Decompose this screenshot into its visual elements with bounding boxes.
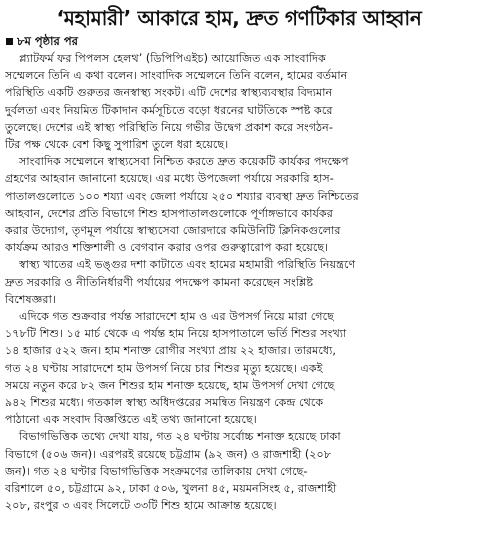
paragraph-line: বিশেষজ্ঞরা। — [5, 292, 56, 306]
paragraph-line: সময়ে নতুন করে ৮২ জন শিশুর হাম শনাক্ত হয়েছে, হাম উপসর্গ দেখা গেছে — [5, 378, 335, 392]
paragraph-line: করার উদ্যোগ, তৃণমূল পর্যায়ে স্বাস্থ্যসেবা জোরদারে কমিউনিটি ক্লিনিকগুলোর — [5, 224, 341, 238]
paragraph-line: দ্রুত সরকারি ও নীতিনির্ধারণী পর্যায়ের পদক্ষেপ কামনা করেছেন সংশ্লিষ্ট — [5, 275, 314, 289]
paragraph-line: তুলেছে। দেশের এই স্বাস্থ্য পরিস্থিতি নিয়ে গভীর উদ্বেগ প্রকাশ করে সংগঠন- — [5, 120, 333, 134]
paragraph-5 — [5, 428, 473, 514]
paragraph-line: স্বাস্থ্য খাতের এই ভঙ্গুর দশা কাটাতে এবং হামের মহামারী পরিস্থিতি নিয়ন্ত্রণে — [19, 258, 356, 272]
paragraph-2 — [5, 153, 473, 256]
paragraph-line: কার্যক্রম আরও শক্তিশালী ও বেগবান করার ওপর গুরুত্বারোপ করা হয়েছে। — [5, 241, 329, 255]
paragraph-line: ১৭৮টি শিশু। ১৫ মার্চ থেকে এ পর্যন্ত হাম নিয়ে হাসপাতালে ভর্তি শিশুর সংখ্যা — [5, 327, 347, 341]
paragraph-line: সাংবাদিক সম্মেলনে স্বাস্থ্যসেবা নিশ্চিত করতে দ্রুত কয়েকটি কার্যকর পদক্ষেপ — [19, 155, 349, 169]
paragraph-line: প্ল্যাটফর্ম ফর পিপলস হেলথ’ (ডিপিপিএইচ) আয়োজিত এক সাংবাদিক — [19, 52, 326, 65]
paragraph-line: পাতালগুলোতে ১০০ শয্যা এবং জেলা পর্যায়ে ২৫০ শয্যার ব্যবস্থা দ্রুত নিশ্চিতের — [5, 189, 359, 203]
paragraph-line: গ্রহণের আহবান জানানো হয়েছে। এর মধ্যে উপজেলা পর্যায়ে সরকারি হাস- — [5, 172, 334, 186]
paragraph-line: ৯৪২ শিশুর মধ্যে। গতকাল স্বাস্থ্য অধিদপ্তরের সমন্বিত নিয়ন্ত্রণ কেন্দ্র থেকে — [5, 396, 324, 410]
paragraph-4 — [5, 308, 473, 428]
paragraph-1 — [5, 50, 473, 153]
paragraph-line: বিভাগভিত্তিক তথ্যে দেখা যায়, গত ২৪ ঘণ্টায় সর্বোচ্চ শনাক্ত হয়েছে ঢাকা — [19, 430, 341, 444]
continued-from-label: ৮ম পৃষ্ঠার পর — [17, 34, 78, 48]
paragraph-line: টির পক্ষ থেকে বেশ কিছু সুপারিশ তুলে ধরা হয়েছে। — [5, 138, 229, 152]
paragraph-line: পাঠানো এক সংবাদ বিজ্ঞপ্তিতে এই তথ্য জানানো হয়েছে। — [5, 413, 257, 427]
paragraph-3 — [5, 256, 473, 308]
paragraph-line: ১৪ হাজার ৫২২ জন। হাম শনাক্ত রোগীর সংখ্যা প্রায় ২২ হাজার। তারমধ্যে, — [5, 344, 336, 358]
paragraph-line: বরিশালে ৫০, চট্টগ্রামে ৯২, ঢাকা ৫০৬, খুলনা ৪৫, ময়মনসিংহ ৫, রাজশাহী — [5, 482, 337, 496]
continuation-note — [5, 33, 473, 50]
paragraph-line: গত ২৪ ঘণ্টায় সারাদেশে হাম উপসর্গ নিয়ে চার শিশুর মৃত্যু হয়েছে। একই — [5, 361, 323, 375]
paragraph-line: দুর্বলতা এবং নিয়মিত টিকাদান কর্মসূচিতে বড়ো ধরনের ঘাটতিকে স্পষ্ট করে — [5, 103, 333, 117]
paragraph-line: এদিকে গত শুক্রবার পর্যন্ত সারাদেশে হাম ও এর উপসর্গ নিয়ে মারা গেছে — [19, 310, 334, 324]
paragraph-line: ২০৮, রংপুর ৩ এবং সিলেটে ৩৩টি শিশু হামে আক্রান্ত হয়েছে। — [5, 499, 277, 513]
paragraph-line: পরিস্থিতি একটি গুরুতর জনস্বাস্থ্য সংকট। এটি দেশের স্বাস্থ্যব্যবস্থার বিদ্যমান — [5, 86, 333, 100]
square-bullet-icon — [6, 38, 13, 45]
paragraph-line: জন)। গত ২৪ ঘণ্টার বিভাগভিত্তিক সংক্রমণের তালিকায় দেখা গেছে- — [5, 464, 308, 478]
paragraph-line: আহবান, দেশের প্রতি বিভাগে শিশু হাসপাতালগুলোকে পূর্ণাঙ্গভাবে কার্যকর — [5, 206, 333, 220]
paragraph-line: বিভাগে (৫০৬ জন)। এরপরই রয়েছে চট্টগ্রাম (৯২ জন) ও রাজশাহী (২০৮ — [5, 447, 332, 461]
headline: ‘মহামারী’ আকারে হাম, দ্রুত গণটিকার আহ্বান — [56, 6, 422, 30]
paragraph-line: সম্মেলনে তিনি এ কথা বলেন। সাংবাদিক সম্মেলনে তিনি বলেন, হামের বর্তমান — [5, 69, 348, 83]
